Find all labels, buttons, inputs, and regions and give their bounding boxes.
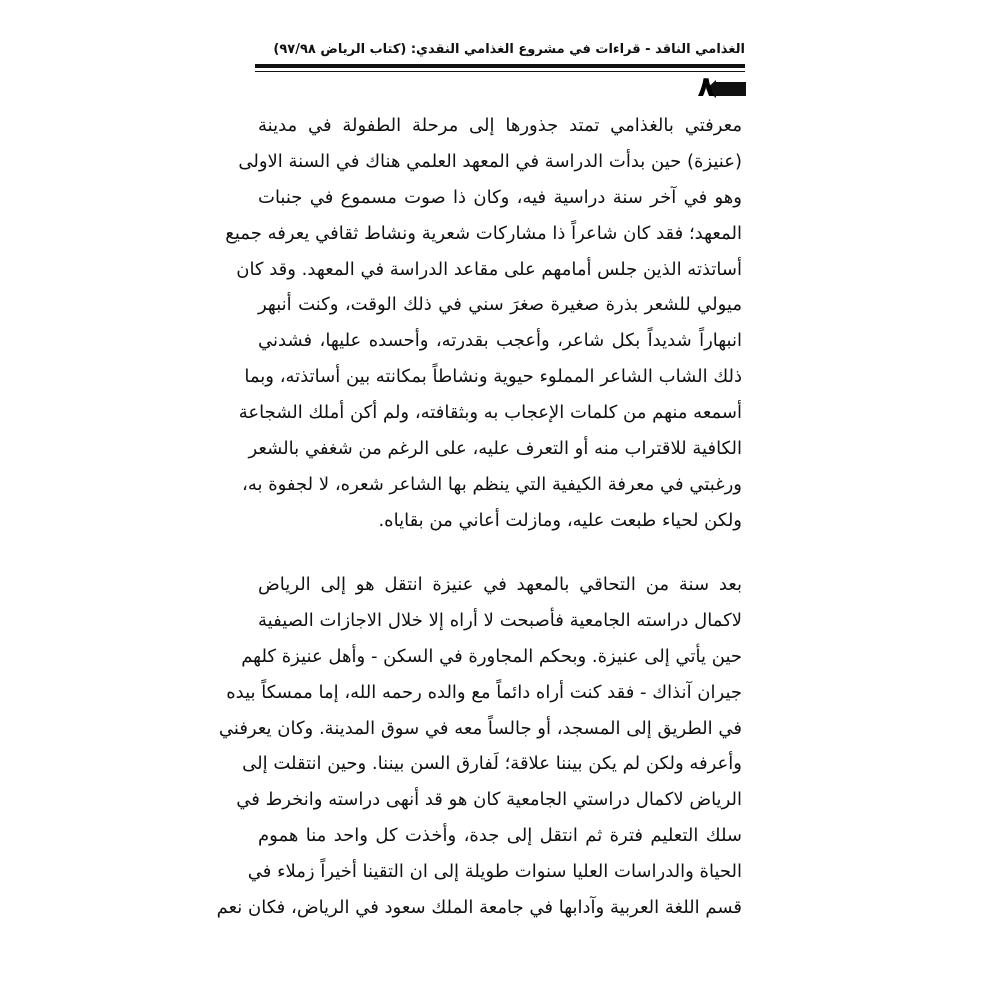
header-rule-thick [255, 64, 745, 68]
text-line: الرياض لاكمال دراستي الجامعية كان هو قد أنهى دراسته وانخرط في [236, 789, 742, 811]
page-number: ٨ [697, 70, 715, 103]
paragraph-1 [225, 108, 742, 539]
text-line: بعد سنة من التحاقي بالمعهد في عنيزة انتقل هو إلى الرياض [258, 574, 742, 595]
text-line: انبهاراً شديداً بكل شاعر، وأعجب بقدرته، وأحسده عليها، فشدني [258, 330, 742, 352]
text-line: الكافية للاقتراب منه أو التعرف عليه، على الرغم من شغفي بالشعر [248, 438, 742, 460]
text-line: في الطريق إلى المسجد، أو جالساً معه في سوق المدينة. وكان يعرفني [218, 717, 742, 739]
text-line: الحياة والدراسات العليا سنوات طويلة إلى ان التقينا أخيراً زملاء في [247, 861, 742, 883]
text-line: وأعرفه ولكن لم يكن بيننا علاقة؛ لَفارق السن بيننا. وحين انتقلت إلى [242, 753, 742, 775]
text-line: المعهد؛ فقد كان شاعراً ذا مشاركات شعرية ونشاط ثقافي يعرفه جميع [225, 222, 742, 244]
text-line: أساتذته الذين جلس أمامهم على مقاعد الدراسة في المعهد. وقد كان [236, 258, 742, 280]
header-rule-thin [255, 71, 745, 72]
text-line: ذلك الشاب الشاعر المملوء حيوية ونشاطاً بمكانته بين أساتذته، وبما [244, 366, 742, 388]
text-line: لاكمال دراسته الجامعية فأصبحت لا أراه إلا خلال الاجازات الصيفية [258, 609, 742, 631]
running-header: الغذامي الناقد - قراءات في مشروع الغذامي النقدي: (كتاب الرياض ٩٧/٩٨) [273, 42, 745, 57]
text-line: سلك التعليم فترة ثم انتقل إلى جدة، وأخذت كل واحد منا هموم [258, 825, 742, 847]
text-line: جيران آنذاك - فقد كنت أراه دائماً مع والده رحمه الله، إما ممسكاً بيده [226, 681, 742, 703]
text-line: حين يأتي إلى عنيزة. وبحكم المجاورة في السكن - وأهل عنيزة كلهم [241, 645, 742, 667]
text-line: ولكن لحياء طبعت عليه، ومازلت أعاني من بقاياه. [378, 509, 742, 531]
text-line: قسم اللغة العربية وآدابها في جامعة الملك سعود في الرياض، فكان نعم [216, 897, 742, 919]
paragraph-2 [216, 567, 742, 926]
text-line: ورغبتي في معرفة الكيفية التي ينظم بها الشاعر شعره، لا لجفوة به، [242, 473, 742, 495]
text-line: وهو في آخر سنة دراسية فيه، وكان ذا صوت مسموع في جنبات [258, 186, 742, 208]
text-line: معرفتي بالغذامي تمتد جذورها إلى مرحلة الطفولة في مدينة [258, 115, 742, 136]
text-line: أسمعه منهم من كلمات الإعجاب به وبثقافته، ولم أكن أملك الشجاعة [238, 402, 742, 424]
text-line: ميولي للشعر بذرة صغيرة صغرَ سني في ذلك الوقت، وكنت أنبهر [258, 294, 742, 316]
text-line: (عنيزة) حين بدأت الدراسة في المعهد العلمي هناك في السنة الاولى [238, 150, 742, 172]
